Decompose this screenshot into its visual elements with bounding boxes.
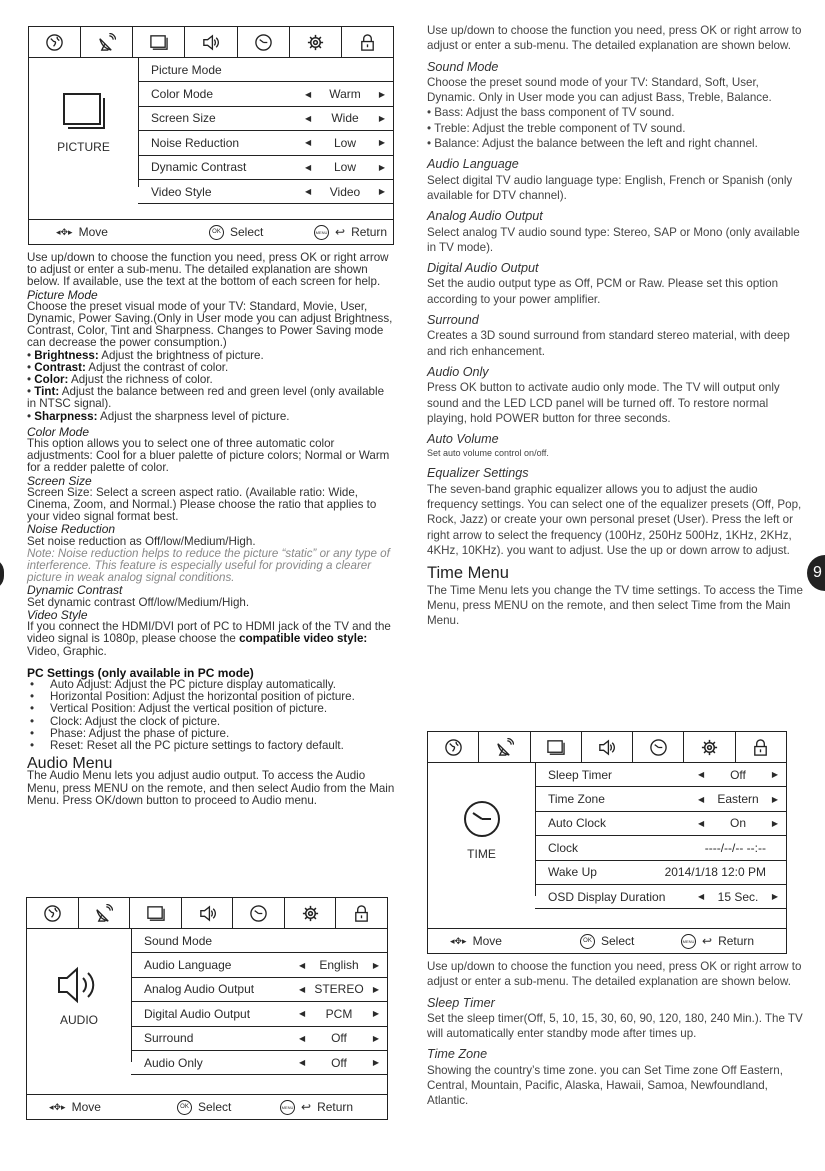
page-number-tab <box>807 555 825 591</box>
right-column-bottom <box>427 959 807 1109</box>
menu-row[interactable] <box>138 107 393 131</box>
audio-menu-category <box>27 929 132 1062</box>
right-arrow-icon[interactable]: ▶ <box>372 1033 379 1043</box>
menu-row-label: Auto Clock <box>548 816 607 831</box>
audio-language-text: Select digital TV audio language type: English, French or Spanish (only available for DTV channel). <box>427 173 793 202</box>
menu-row-value: 2014/1/18 12:0 PM <box>664 865 766 880</box>
speaker-icon <box>56 965 102 1005</box>
menu-row-label: Digital Audio Output <box>144 1006 251 1021</box>
menu-row-selector <box>305 87 385 101</box>
page-edge-tab-left <box>0 558 4 590</box>
gear-icon[interactable] <box>290 27 342 57</box>
clock-icon <box>462 799 502 839</box>
sound-mode-text: Choose the preset sound mode of your TV: Standard, Soft, User, Dynamic. Only in User mode you can adjust Bass, Treble, Balance. <box>427 75 772 105</box>
help-bar <box>29 197 393 220</box>
speaker-icon[interactable] <box>185 27 237 57</box>
menu-row[interactable] <box>131 1002 387 1026</box>
time-menu-heading: Time Menu <box>427 564 509 583</box>
menu-row-value: Video <box>329 184 361 199</box>
color-item: • Color: Adjust the richness of color. <box>27 373 213 387</box>
ok-icon: OK <box>209 225 224 240</box>
video-style-text: If you connect the HDMI/DVI port of PC to HDMI jack of the TV and the video signal is 1080p, please choose the compatible video style: Video, Graphic. <box>27 620 391 658</box>
satellite-icon[interactable] <box>479 732 530 762</box>
globe-icon[interactable] <box>29 27 81 57</box>
color-mode-heading: Color Mode <box>27 424 90 439</box>
return-label: Return <box>351 225 388 239</box>
right-arrow-icon[interactable]: ▶ <box>771 892 778 902</box>
select-hint <box>580 934 681 949</box>
picture-mode-heading: Picture Mode <box>27 287 98 302</box>
menu-row-value: Off <box>730 767 746 782</box>
menu-rows <box>138 58 393 204</box>
screen-size-text: Screen Size: Select a screen aspect ratio. (Available ratio: Wide, Cinema, Zoom, and Normal.) Please choose the ratio that applies to your video signal format best. <box>27 485 377 524</box>
menu-row[interactable] <box>535 787 786 811</box>
digital-audio-heading: Digital Audio Output <box>427 261 539 276</box>
time-menu-category <box>428 763 536 896</box>
osd-footer <box>27 1095 387 1119</box>
menu-row-label: Video Style <box>151 184 212 199</box>
left-arrow-icon[interactable]: ◀ <box>299 1009 306 1019</box>
time-zone-text: Showing the country’s time zone. you can Set Time zone Off Eastern, Central, Mountain, Pacific, Alaska, Hawaii, Samoa, Newfoundland, Atlantic. <box>427 1063 783 1108</box>
speaker-icon[interactable] <box>582 732 633 762</box>
right-arrow-icon[interactable]: ▶ <box>372 984 379 994</box>
left-arrow-icon[interactable]: ◀ <box>305 162 312 172</box>
menu-rows <box>535 763 786 909</box>
return-label: Return <box>317 1100 354 1114</box>
move-label: Move <box>472 934 502 948</box>
menu-row-label: OSD Display Duration <box>548 889 666 904</box>
menu-icon-bar <box>27 898 387 929</box>
color-mode-text: This option allows you to select one of three automatic color adjustments: Cool for a bluer palette of picture colors; Normal or Warm for a redder palette of color. <box>27 437 390 475</box>
menu-row-label: Audio Language <box>144 958 232 973</box>
menu-row-label: Sleep Timer <box>548 767 613 782</box>
menu-row-label: Screen Size <box>151 111 216 126</box>
menu-row[interactable] <box>535 861 786 885</box>
globe-icon[interactable] <box>27 898 79 928</box>
pc-settings-item: • Phase: Adjust the phase of picture. <box>27 728 396 740</box>
help-bar <box>428 906 786 929</box>
time-zone-heading: Time Zone <box>427 1047 488 1062</box>
menu-row-value: Low <box>333 135 356 150</box>
picture-icon[interactable] <box>531 732 582 762</box>
category-label: PICTURE <box>57 139 110 154</box>
gear-icon[interactable] <box>285 898 337 928</box>
menu-row-selector <box>698 792 778 806</box>
menu-row-label: Dynamic Contrast <box>151 160 247 175</box>
audio-only-heading: Audio Only <box>427 364 489 379</box>
speaker-icon[interactable] <box>182 898 234 928</box>
menu-row-selector <box>698 816 778 830</box>
right-column <box>427 23 807 628</box>
menu-row-value: Off <box>331 1055 347 1070</box>
menu-row-selector <box>305 136 385 150</box>
left-arrow-icon[interactable]: ◀ <box>305 187 312 197</box>
time-menu-text: The Time Menu lets you change the TV time settings. To access the Time Menu, press MENU on the remote, and then select Time from the Main Menu. <box>427 583 803 628</box>
left-arrow-icon[interactable]: ◀ <box>305 89 312 99</box>
left-arrow-icon[interactable]: ◀ <box>299 1033 306 1043</box>
menu-row-value: Wide <box>331 111 359 126</box>
menu-row-selector <box>305 111 385 125</box>
right-arrow-icon[interactable]: ▶ <box>378 138 385 148</box>
noise-reduction-heading: Noise Reduction <box>27 522 116 537</box>
equalizer-heading: Equalizer Settings <box>427 466 529 481</box>
menu-row[interactable] <box>131 1027 387 1051</box>
help-bar <box>27 1072 387 1095</box>
audio-menu-heading: Audio Menu <box>27 755 113 773</box>
picture-menu-category <box>29 58 139 187</box>
move-arrows-icon: ◂✥▸ <box>450 935 467 946</box>
menu-row-value: Eastern <box>717 792 759 807</box>
left-arrow-icon[interactable]: ◀ <box>299 960 306 970</box>
move-arrows-icon: ◂✥▸ <box>56 226 73 237</box>
menu-row-selector <box>698 768 778 782</box>
right-arrow-icon[interactable]: ▶ <box>372 1009 379 1019</box>
move-arrows-icon: ◂✥▸ <box>49 1101 66 1112</box>
right-arrow-icon[interactable]: ▶ <box>372 960 379 970</box>
select-hint <box>209 225 314 240</box>
sound-mode-item: • Balance: Adjust the balance between the left and right channel. <box>427 137 758 151</box>
return-icon: ↩ <box>702 934 713 948</box>
right-arrow-icon[interactable]: ▶ <box>378 89 385 99</box>
menu-row-label: Picture Mode <box>151 62 222 77</box>
left-arrow-icon[interactable]: ◀ <box>698 818 705 828</box>
page-number: 9 <box>813 564 822 581</box>
time-menu-osd <box>427 731 787 954</box>
left-arrow-icon[interactable]: ◀ <box>698 892 705 902</box>
analog-audio-text: Select analog TV audio sound type: Stereo, SAP or Mono (only available in TV mode). <box>427 225 800 254</box>
menu-row-value: English <box>319 958 359 973</box>
menu-row[interactable] <box>131 978 387 1002</box>
menu-row-selector <box>299 958 379 972</box>
menu-icon-bar <box>428 732 786 763</box>
analog-audio-heading: Analog Audio Output <box>427 209 543 224</box>
pc-settings-heading: PC Settings (only available in PC mode) <box>27 665 254 680</box>
menu-row-value: 15 Sec. <box>717 889 759 904</box>
surround-text: Creates a 3D sound surround from standard stereo material, with deep and rich enhancement. <box>427 329 790 358</box>
move-label: Move <box>71 1100 101 1114</box>
menu-row[interactable] <box>131 953 387 977</box>
picture-icon[interactable] <box>130 898 182 928</box>
audio-menu-text: The Audio Menu lets you adjust audio output. To access the Audio Menu, press MENU on the remote, and then select Audio from the Main Menu. Press OK/down button to proceed to Audio menu. <box>27 769 395 807</box>
menu-row-label: Analog Audio Output <box>144 982 255 997</box>
equalizer-text: The seven-band graphic equalizer allows you to adjust the audio frequency settings. You can select one of the equalizer presets (Off, Pop, Rock, Jazz) or create your own personal preset (User). Press the left or right arrow to select the frequency (100Hz, 250Hz 500Hz, 1KHz, 2KHz, 4KHz, 10KHz). you want to adjust. Use the up or down arrow to adjust. <box>427 482 802 557</box>
picture-menu-osd <box>28 26 394 245</box>
digital-audio-text: Set the audio output type as Off, PCM or Raw. Please set this option according to your power amplifier. <box>427 277 779 306</box>
pc-settings-item: • Reset: Reset all the PC picture settings to factory default. <box>27 740 396 752</box>
noise-reduction-text: Set noise reduction as Off/low/Medium/High. <box>27 534 256 548</box>
lock-icon[interactable] <box>342 27 393 57</box>
left-column <box>27 252 396 807</box>
menu-row-value: On <box>729 816 746 831</box>
pc-settings-item: • Horizontal Position: Adjust the horizontal position of picture. <box>27 691 396 703</box>
move-label: Move <box>78 225 108 239</box>
left-arrow-icon[interactable]: ◀ <box>299 1058 306 1068</box>
menu-row[interactable] <box>131 929 387 953</box>
menu-row-label: Time Zone <box>548 792 605 807</box>
sound-mode-list <box>427 105 807 151</box>
menu-row-selector <box>698 890 778 904</box>
lock-icon[interactable] <box>336 898 387 928</box>
tint-item: • Tint: Adjust the balance between red and green level (only available in NTSC signal). <box>27 385 385 411</box>
left-arrow-icon[interactable]: ◀ <box>305 138 312 148</box>
menu-icon-bar <box>29 27 393 58</box>
sleep-timer-heading: Sleep Timer <box>427 995 495 1010</box>
menu-row-label: Clock <box>548 840 579 855</box>
menu-row[interactable] <box>138 131 393 155</box>
pc-settings-item: • Clock: Adjust the clock of picture. <box>27 716 396 728</box>
return-icon: ↩ <box>301 1100 312 1114</box>
select-label: Select <box>198 1100 232 1114</box>
menu-row[interactable] <box>535 836 786 860</box>
pc-settings-item: • Vertical Position: Adjust the vertical position of picture. <box>27 703 396 715</box>
dynamic-contrast-heading: Dynamic Contrast <box>27 583 123 598</box>
move-hint <box>56 225 209 239</box>
auto-volume-text: Set auto volume control on/off. <box>427 448 549 459</box>
select-label: Select <box>601 934 635 948</box>
menu-row-label: Noise Reduction <box>151 135 240 150</box>
brightness-item: • Brightness: Adjust the brightness of picture. <box>27 348 264 362</box>
menu-row-selector <box>299 1007 379 1021</box>
category-label: AUDIO <box>59 1012 98 1027</box>
right-arrow-icon[interactable]: ▶ <box>378 162 385 172</box>
auto-volume-heading: Auto Volume <box>427 432 499 447</box>
picture-icon[interactable] <box>133 27 185 57</box>
clock-icon[interactable] <box>233 898 285 928</box>
menu-row-label: Color Mode <box>151 87 214 102</box>
menu-icon: MENU <box>314 225 329 240</box>
screen-size-heading: Screen Size <box>27 473 92 488</box>
osd-footer <box>29 220 393 244</box>
category-label: TIME <box>467 846 496 861</box>
return-hint <box>314 225 387 240</box>
return-hint <box>681 934 754 949</box>
menu-row-value: Off <box>331 1031 347 1046</box>
picture-intro: Use up/down to choose the function you need, press OK or right arrow to adjust or enter a sub-menu. The detailed explanation are shown below. If available, use the text at the bottom of each screen for help. <box>27 251 389 289</box>
menu-row-value: STEREO <box>314 982 364 997</box>
satellite-icon[interactable] <box>79 898 131 928</box>
sound-mode-heading: Sound Mode <box>427 59 499 74</box>
menu-row[interactable] <box>535 812 786 836</box>
lock-icon[interactable] <box>736 732 786 762</box>
return-icon: ↩ <box>335 225 346 239</box>
move-hint <box>49 1100 177 1114</box>
menu-row-selector <box>299 982 379 996</box>
select-hint <box>177 1100 280 1115</box>
return-label: Return <box>718 934 755 948</box>
menu-row[interactable] <box>535 763 786 787</box>
time-intro: Use up/down to choose the function you need, press OK or right arrow to adjust or enter a sub-menu. The detailed explanation are shown below. <box>427 960 802 989</box>
picture-mode-text: Choose the preset visual mode of your TV: Standard, Movie, User, Dynamic, Power Saving.(Only in User mode you can adjust Brightness, Contrast, Color, Tint and Sharpness. Changes to Power Saving mode can decrease the power consumption.) <box>27 299 393 350</box>
menu-row-label: Surround <box>144 1031 194 1046</box>
pc-settings-list <box>27 679 396 752</box>
contrast-item: • Contrast: Adjust the contrast of color. <box>27 360 229 374</box>
audio-intro: Use up/down to choose the function you need, press OK or right arrow to adjust or enter a sub-menu. The detailed explanation are shown below. <box>427 24 802 53</box>
menu-row[interactable] <box>138 82 393 106</box>
sleep-timer-text: Set the sleep timer(Off, 5, 10, 15, 30, 60, 90, 120, 180, 240 Min.). The TV will automatically enter standby mode after times up. <box>427 1011 803 1041</box>
menu-row[interactable] <box>138 156 393 180</box>
dynamic-contrast-text: Set dynamic contrast Off/low/Medium/High. <box>27 595 250 609</box>
right-arrow-icon[interactable]: ▶ <box>771 794 778 804</box>
menu-row-selector <box>305 160 385 174</box>
video-style-heading: Video Style <box>27 607 88 622</box>
select-label: Select <box>230 225 264 239</box>
menu-row-value: ----/--/-- --:-- <box>704 840 766 855</box>
ok-icon: OK <box>177 1100 192 1115</box>
audio-only-text: Press OK button to activate audio only mode. The TV will output only sound and the LED LCD panel will be turned off. To restore normal playing, hold POWER button for three seconds. <box>427 381 780 425</box>
left-arrow-icon[interactable]: ◀ <box>299 984 306 994</box>
right-arrow-icon[interactable]: ▶ <box>378 113 385 123</box>
menu-icon: MENU <box>681 934 696 949</box>
sound-mode-item: • Bass: Adjust the bass component of TV sound. <box>427 106 675 120</box>
right-arrow-icon[interactable]: ▶ <box>771 818 778 828</box>
menu-row-value: Warm <box>329 87 361 102</box>
menu-row[interactable] <box>138 58 393 82</box>
menu-row-label: Audio Only <box>144 1055 203 1070</box>
menu-row-selector <box>299 1056 379 1070</box>
clock-icon[interactable] <box>238 27 290 57</box>
menu-icon: MENU <box>280 1100 295 1115</box>
sound-mode-item: • Treble: Adjust the treble component of TV sound. <box>427 121 686 135</box>
satellite-icon[interactable] <box>81 27 133 57</box>
menu-row-value: PCM <box>325 1006 353 1021</box>
surround-heading: Surround <box>427 313 479 328</box>
audio-menu-osd <box>26 897 388 1120</box>
move-hint <box>450 934 580 948</box>
picture-icon <box>62 92 106 132</box>
clock-icon[interactable] <box>633 732 684 762</box>
right-arrow-icon[interactable]: ▶ <box>771 770 778 780</box>
osd-footer <box>428 929 786 953</box>
pc-settings-item: • Auto Adjust: Adjust the PC picture display automatically. <box>27 679 396 691</box>
menu-row-label: Sound Mode <box>144 933 213 948</box>
menu-row-value: Low <box>333 160 356 175</box>
left-arrow-icon[interactable]: ◀ <box>698 794 705 804</box>
right-arrow-icon[interactable]: ▶ <box>372 1058 379 1068</box>
right-arrow-icon[interactable]: ▶ <box>378 187 385 197</box>
menu-row-selector <box>299 1031 379 1045</box>
menu-rows <box>131 929 387 1075</box>
ok-icon: OK <box>580 934 595 949</box>
audio-language-heading: Audio Language <box>427 157 519 172</box>
sharpness-item: • Sharpness: Adjust the sharpness level of picture. <box>27 409 290 423</box>
menu-row-label: Wake Up <box>548 865 597 880</box>
gear-icon[interactable] <box>684 732 735 762</box>
left-arrow-icon[interactable]: ◀ <box>698 770 705 780</box>
left-arrow-icon[interactable]: ◀ <box>305 113 312 123</box>
return-hint <box>280 1100 353 1115</box>
noise-reduction-note: Note: Noise reduction helps to reduce the picture “static” or any type of interference. This feature is especially useful for providing a clearer picture in weak analog signal conditions. <box>27 546 390 585</box>
globe-icon[interactable] <box>428 732 479 762</box>
